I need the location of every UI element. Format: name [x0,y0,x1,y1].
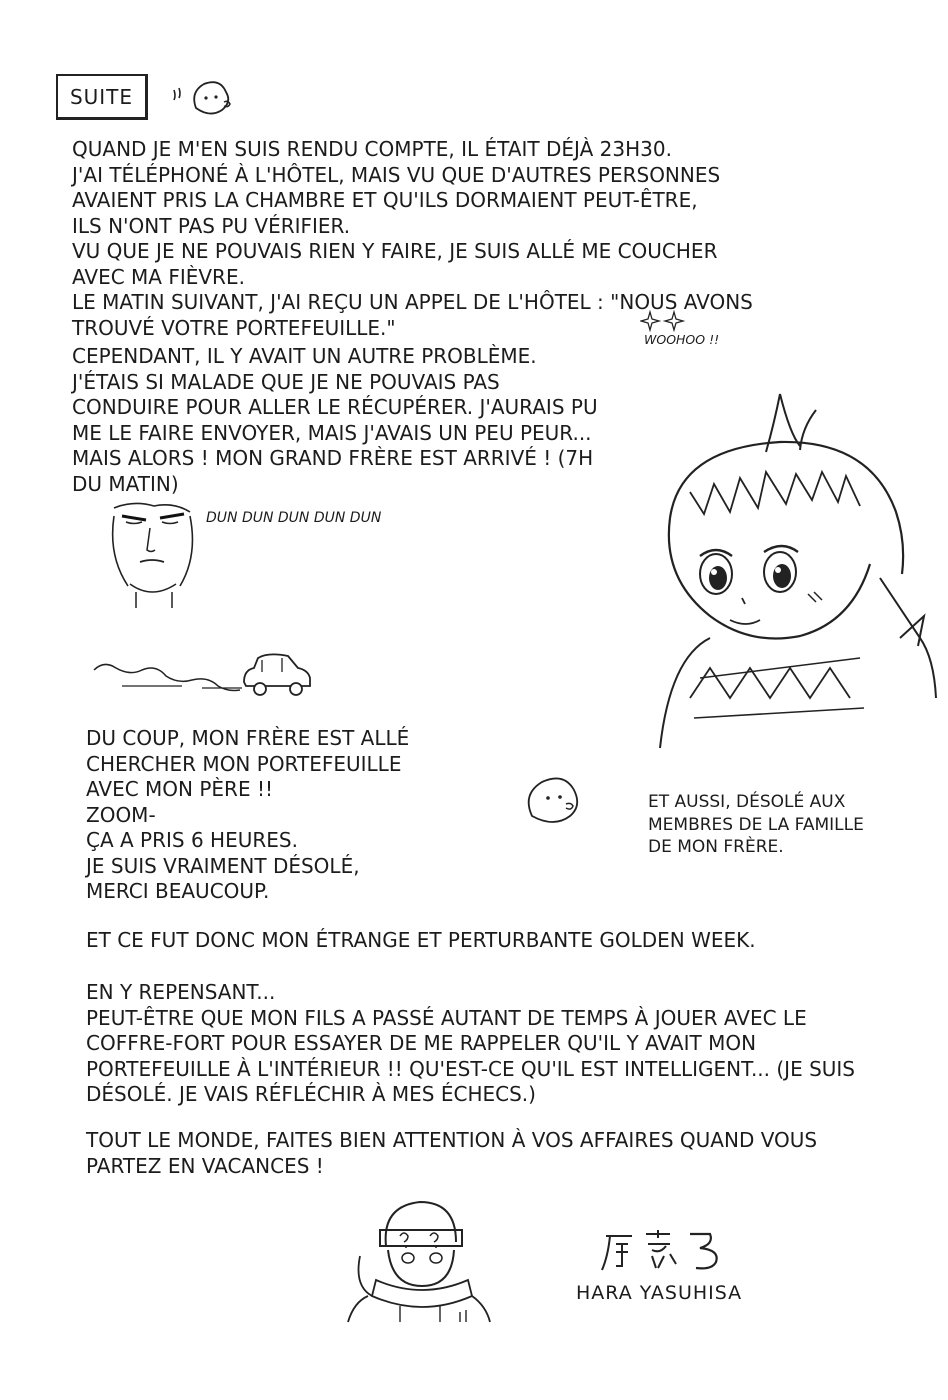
paragraph-line: QUAND JE M'EN SUIS RENDU COMPTE, IL ÉTAIT DÉJÀ 23H30. [72,137,672,161]
paragraph-line: AVEC MON PÈRE !! [86,777,273,801]
side-note-line: MEMBRES DE LA FAMILLE [648,814,864,835]
paragraph-line: EN Y REPENSANT... [86,980,276,1004]
child-character-illustration [630,388,942,758]
paragraph-line: COFFRE-FORT POUR ESSAYER DE ME RAPPELER QU'IL Y AVAIT MON [86,1031,757,1055]
paragraph-line: CEPENDANT, IL Y AVAIT UN AUTRE PROBLÈME. [72,344,537,368]
author-signature [600,1226,730,1274]
paragraph-line: MAIS ALORS ! MON GRAND FRÈRE EST ARRIVÉ ! (7H [72,446,594,470]
paragraph-line: DU MATIN) [72,471,179,496]
paragraph-line: J'AI TÉLÉPHONÉ À L'HÔTEL, MAIS VU QUE D'AUTRES PERSONNES [72,162,721,187]
paragraph-3 [86,726,409,905]
paragraph-5 [86,980,855,1108]
paragraph-line: TOUT LE MONDE, FAITES BIEN ATTENTION À VOS AFFAIRES QUAND VOUS [86,1128,818,1152]
paragraph-6 [86,1128,817,1179]
paragraph-line: DU COUP, MON FRÈRE EST ALLÉ [86,726,410,750]
paragraph-line: DÉSOLÉ. JE VAIS RÉFLÉCHIR À MES ÉCHECS.) [86,1082,536,1106]
blob-mascot-icon [168,78,240,120]
side-note-line: DE MON FRÈRE. [648,837,784,857]
paragraph-line: JE SUIS VRAIMENT DÉSOLÉ, [86,853,360,878]
paragraph-line: LE MATIN SUIVANT, J'AI REÇU UN APPEL DE L'HÔTEL : "NOUS AVONS [72,290,753,314]
sfx-dun: DUN DUN DUN DUN DUN [206,510,382,526]
paragraph-line: CONDUIRE POUR ALLER LE RÉCUPÉRER. J'AURAIS PU [72,395,598,419]
signature-name: HARA YASUHISA [576,1282,743,1304]
paragraph-line: AVAIENT PRIS LA CHAMBRE ET QU'ILS DORMAIENT PEUT-ÊTRE, [72,188,698,212]
paragraph-line: ÇA A PRIS 6 HEURES. [86,828,298,852]
paragraph-2 [72,344,598,497]
suite-label: SUITE [69,84,134,109]
paragraph-line: ME LE FAIRE ENVOYER, MAIS J'AVAIS UN PEU PEUR... [72,420,592,445]
sfx-woohoo: WOOHOO !! [644,332,720,347]
brother-face-sketch [104,500,204,610]
paragraph-line: PARTEZ EN VACANCES ! [86,1153,324,1178]
author-self-portrait [340,1196,500,1324]
paragraph-line: ILS N'ONT PAS PU VÉRIFIER. [72,213,351,238]
paragraph-4 [86,928,756,954]
paragraph-line: VU QUE JE NE POUVAIS RIEN Y FAIRE, JE SUIS ALLÉ ME COUCHER [72,239,718,263]
paragraph-line: MERCI BEAUCOUP. [86,879,270,903]
paragraph-line: ZOOM- [86,802,156,827]
suite-label-box [56,74,148,120]
car-sketch [92,652,318,698]
side-note [648,791,864,859]
paragraph-line: TROUVÉ VOTRE PORTEFEUILLE." [72,315,396,340]
paragraph-line: CHERCHER MON PORTEFEUILLE [86,751,402,776]
paragraph-line: PEUT-ÊTRE QUE MON FILS A PASSÉ AUTANT DE TEMPS À JOUER AVEC LE [86,1005,807,1030]
side-note-line: ET AUSSI, DÉSOLÉ AUX [648,792,846,812]
sparkle-icon [640,310,690,332]
blob-mascot-icon [520,776,584,826]
paragraph-line: PORTEFEUILLE À L'INTÉRIEUR !! QU'EST-CE QU'IL EST INTELLIGENT... (JE SUIS [86,1056,856,1081]
paragraph-line: ET CE FUT DONC MON ÉTRANGE ET PERTURBANTE GOLDEN WEEK. [86,928,756,952]
paragraph-line: J'ÉTAIS SI MALADE QUE JE NE POUVAIS PAS [72,369,500,394]
paragraph-line: AVEC MA FIÈVRE. [72,264,245,289]
